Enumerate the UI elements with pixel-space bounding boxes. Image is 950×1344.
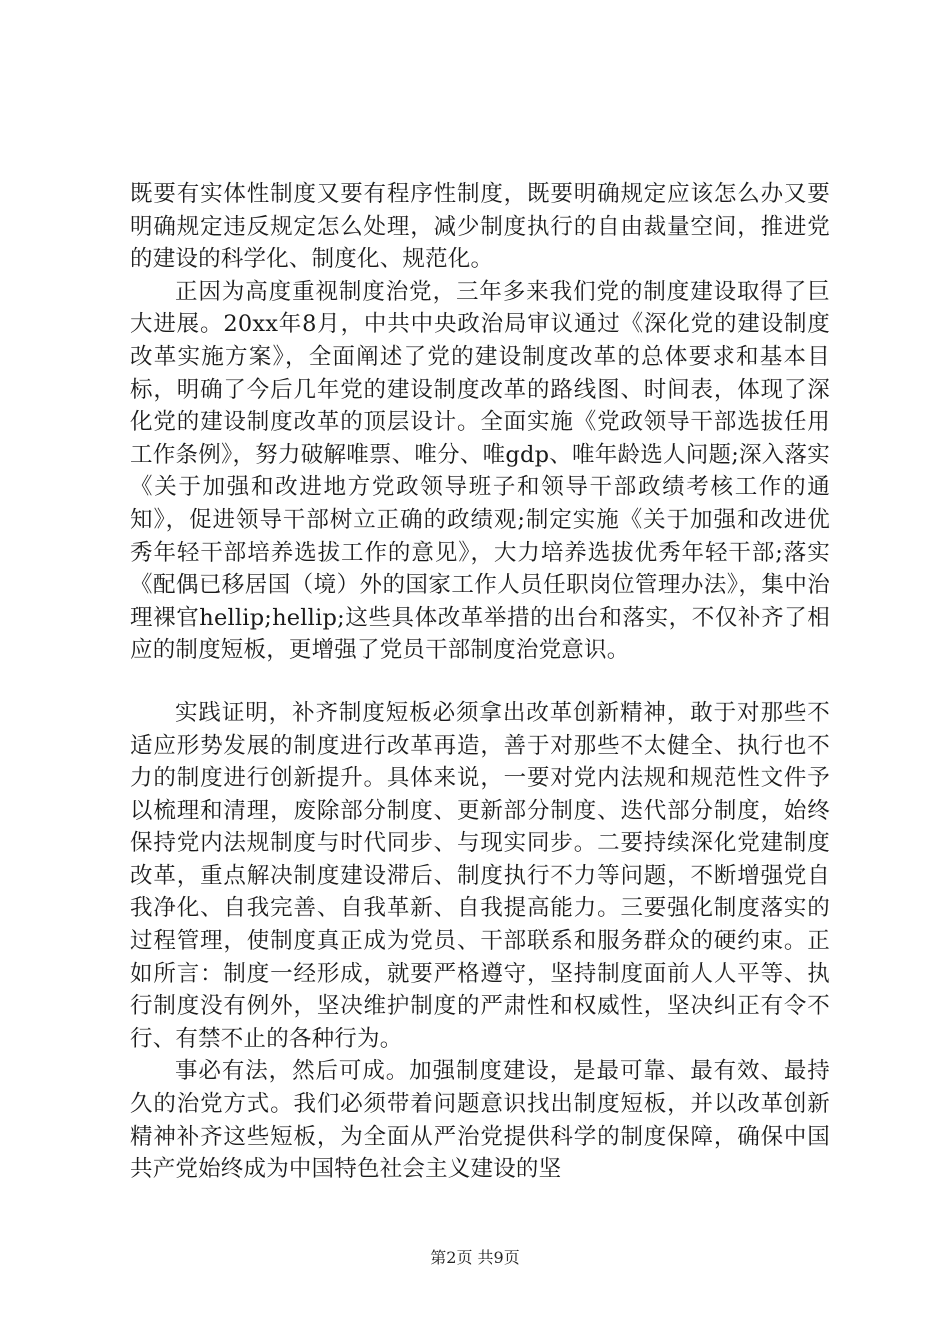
- paragraph-continuation: 既要有实体性制度又要有程序性制度，既要明确规定应该怎么办又要明确规定违反规定怎么处理，减少制度执行的自由裁量空间，推进党的建设的科学化、制度化、规范化。: [130, 181, 830, 273]
- paragraph-practice: 实践证明，补齐制度短板必须拿出改革创新精神，敢于对那些不适应形势发展的制度进行改革再造，善于对那些不太健全、执行也不力的制度进行创新提升。具体来说，一要对党内法规和规范性文件予以梳理和清理，废除部分制度、更新部分制度、迭代部分制度，始终保持党内法规制度与时代同步、与现实同步。二要持续深化党建制度改革，重点解决制度建设滞后、制度执行不力等问题，不断增强党自我净化、自我完善、自我革新、自我提高能力。三要强化制度落实的过程管理，使制度真正成为党员、干部联系和服务群众的硬约束。正如所言：制度一经形成，就要严格遵守，坚持制度面前人人平等、执行制度没有例外，坚决维护制度的严肃性和权威性，坚决纠正有令不行、有禁不止的各种行为。: [130, 699, 830, 1052]
- document-body: [130, 178, 830, 1186]
- page-footer: 第2页 共9页: [430, 1248, 520, 1267]
- paragraph-progress: 正因为高度重视制度治党，三年多来我们党的制度建设取得了巨大进展。20xx年8月，中共中央政治局审议通过《深化党的建设制度改革实施方案》，全面阐述了党的建设制度改革的总体要求和基本目标，明确了今后几年党的建设制度改革的路线图、时间表，体现了深化党的建设制度改革的顶层设计。全面实施《党政领导干部选拔任用工作条例》，努力破解唯票、唯分、唯gdp、唯年龄选人问题;深入落实《关于加强和改进地方党政领导班子和领导干部政绩考核工作的通知》，促进领导干部树立正确的政绩观;制定实施《关于加强和改进优秀年轻干部培养选拔工作的意见》，大力培养选拔优秀年轻干部;落实《配偶已移居国（境）外的国家工作人员任职岗位管理办法》，集中治理裸官hellip;hellip;这些具体改革举措的出台和落实，不仅补齐了相应的制度短板，更增强了党员干部制度治党意识。: [130, 278, 830, 664]
- paragraph-conclusion: 事必有法，然后可成。加强制度建设，是最可靠、最有效、最持久的治党方式。我们必须带着问题意识找出制度短板，并以改革创新精神补齐这些短板，为全面从严治党提供科学的制度保障，确保中国共产党始终成为中国特色社会主义建设的坚: [130, 1058, 830, 1183]
